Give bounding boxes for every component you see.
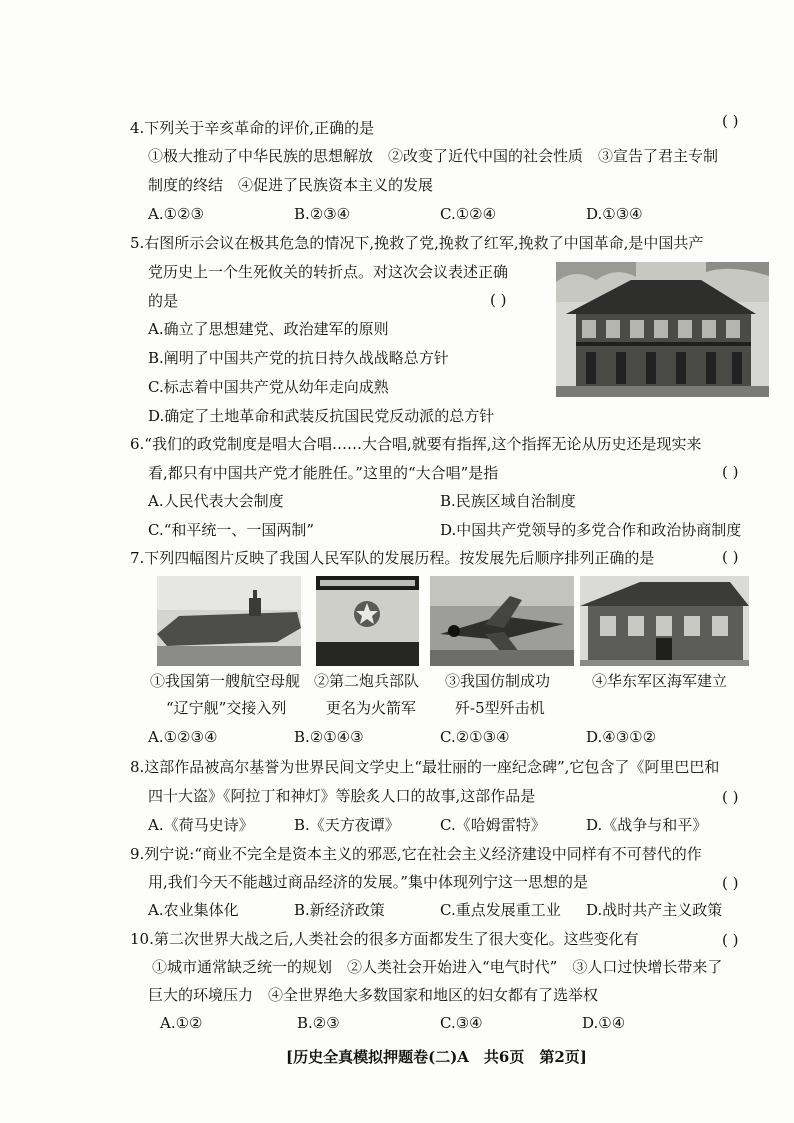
q10-option-b: B.②③ <box>297 1014 340 1032</box>
q8-stem-line2: 四十大盗》《阿拉丁和神灯》等脍炙人口的故事,这部作品是 <box>148 787 536 805</box>
q4-answer-paren: ( ) <box>722 112 739 130</box>
q9-answer-paren: ( ) <box>722 874 739 892</box>
q7-option-d: D.④③①② <box>586 728 657 746</box>
q5-option-b: B.阐明了中国共产党的抗日持久战战略总方针 <box>148 349 449 367</box>
page-footer: [历史全真模拟押题卷(二)A 共6页 第2页] <box>286 1048 587 1066</box>
q4-option-b: B.②③④ <box>294 205 351 223</box>
q10-stem: 10.第二次世界大战之后,人类社会的很多方面都发生了很大变化。这些变化有 <box>130 930 639 948</box>
q4-statements-line1: ①极大推动了中华民族的思想解放 ②改变了近代中国的社会性质 ③宣告了君主专制 <box>148 147 719 165</box>
q9-option-d: D.战时共产主义政策 <box>586 901 723 919</box>
q5-stem: 5.右图所示会议在极其危急的情况下,挽救了党,挽救了红军,挽救了中国革命,是中国共产 <box>130 234 704 252</box>
q6-option-a: A.人民代表大会制度 <box>148 492 284 510</box>
q6-option-b: B.民族区域自治制度 <box>440 492 576 510</box>
q6-stem: 6.“我们的政党制度是唱大合唱……大合唱,就要有指挥,这个指挥无论从历史还是现实来 <box>130 435 702 453</box>
q7-option-b: B.②①④③ <box>294 728 364 746</box>
q8-option-c: C.《哈姆雷特》 <box>440 816 546 834</box>
east-china-navy-building-photo <box>580 576 749 666</box>
q7-caption-4: ④华东军区海军建立 <box>592 672 728 690</box>
q4-stem: 4.下列关于辛亥革命的评价,正确的是 <box>130 119 375 137</box>
q7-caption-3-line2: 歼-5型歼击机 <box>455 699 545 717</box>
q9-option-b: B.新经济政策 <box>294 901 385 919</box>
q7-stem: 7.下列四幅图片反映了我国人民军队的发展历程。按发展先后顺序排列正确的是 <box>130 549 655 567</box>
q5-stem-line3: 的是 <box>148 292 179 310</box>
q5-option-d: D.确定了土地革命和武装反抗国民党反动派的总方针 <box>148 407 495 425</box>
q6-option-c: C.“和平统一、一国两制” <box>148 521 315 539</box>
q10-statements-line2: 巨大的环境压力 ④全世界绝大多数国家和地区的妇女都有了选举权 <box>148 986 599 1004</box>
q5-answer-paren: ( ) <box>490 291 507 309</box>
rocket-force-ceremony-photo <box>316 576 419 666</box>
q10-statements-line1: ①城市通常缺乏统一的规划 ②人类社会开始进入“电气时代” ③人口过快增长带来了 <box>152 958 723 976</box>
q8-option-b: B.《天方夜谭》 <box>294 816 400 834</box>
q6-answer-paren: ( ) <box>722 463 739 481</box>
q6-option-d: D.中国共产党领导的多党合作和政治协商制度 <box>440 521 742 539</box>
q6-stem-line2: 看,都只有中国共产党才能胜任。”这里的“大合唱”是指 <box>148 464 499 482</box>
q7-answer-paren: ( ) <box>722 548 739 566</box>
q8-option-d: D.《战争与和平》 <box>586 816 708 834</box>
q7-caption-2-line1: ②第二炮兵部队 <box>314 672 420 690</box>
q5-stem-line2: 党历史上一个生死攸关的转折点。对这次会议表述正确 <box>148 263 509 281</box>
q9-stem: 9.列宁说:“商业不完全是资本主义的邪恶,它在社会主义经济建设中同样有不可替代的作 <box>130 845 702 863</box>
q8-answer-paren: ( ) <box>722 788 739 806</box>
q4-option-c: C.①②④ <box>440 205 497 223</box>
q7-option-a: A.①②③④ <box>148 728 218 746</box>
q10-option-c: C.③④ <box>440 1014 483 1032</box>
q9-option-c: C.重点发展重工业 <box>440 901 561 919</box>
q7-caption-1-line2: “辽宁舰”交接入列 <box>166 699 287 717</box>
aircraft-carrier-photo <box>157 576 301 666</box>
q9-stem-line2: 用,我们今天不能越过商品经济的发展。”集中体现列宁这一思想的是 <box>148 873 588 891</box>
q4-option-d: D.①③④ <box>586 205 643 223</box>
q8-stem: 8.这部作品被高尔基誉为世界民间文学史上“最壮丽的一座纪念碑”,它包含了《阿里巴巴和 <box>130 758 720 776</box>
q5-option-a: A.确立了思想建党、政治建军的原则 <box>148 320 389 338</box>
q7-option-c: C.②①③④ <box>440 728 510 746</box>
q5-option-c: C.标志着中国共产党从幼年走向成熟 <box>148 378 389 396</box>
q9-option-a: A.农业集体化 <box>148 901 239 919</box>
zunyi-meeting-site-photo <box>556 262 769 397</box>
q7-caption-2-line2: 更名为火箭军 <box>326 699 417 717</box>
q10-option-a: A.①② <box>160 1014 203 1032</box>
q7-caption-1-line1: ①我国第一艘航空母舰 <box>150 672 301 690</box>
q10-answer-paren: ( ) <box>722 931 739 949</box>
q4-statements-line2: 制度的终结 ④促进了民族资本主义的发展 <box>148 176 434 194</box>
j5-fighter-jet-photo <box>430 576 574 666</box>
q10-option-d: D.①④ <box>582 1014 626 1032</box>
q8-option-a: A.《荷马史诗》 <box>148 816 254 834</box>
q7-caption-3-line1: ③我国仿制成功 <box>445 672 551 690</box>
q4-option-a: A.①②③ <box>148 205 204 223</box>
